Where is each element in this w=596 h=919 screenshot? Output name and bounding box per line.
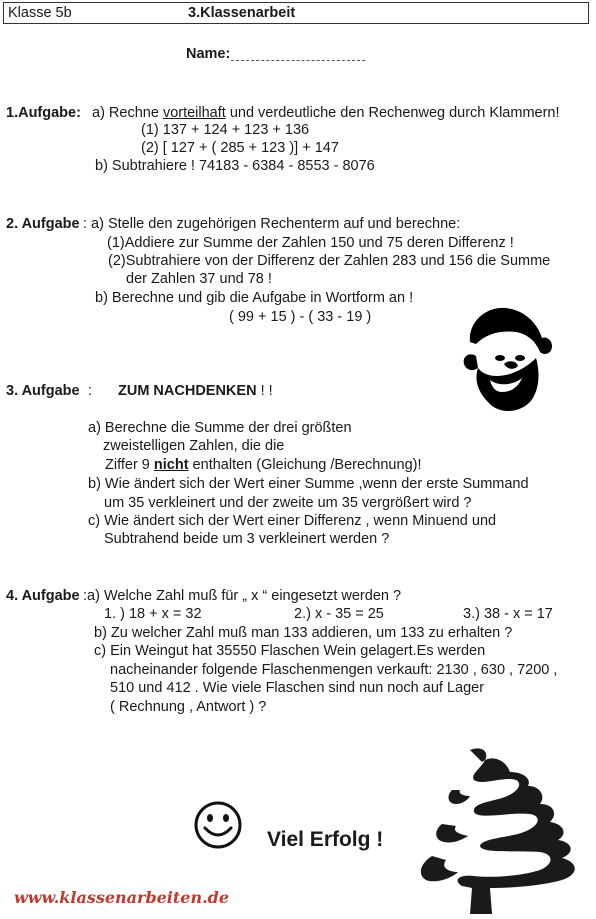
task3-a-line1: a) Berechne die Summe der drei größten bbox=[88, 420, 352, 436]
task3-colon: : bbox=[88, 383, 93, 399]
exam-title: 3.Klassenarbeit bbox=[188, 5, 296, 21]
task1-label: 1.Aufgabe: bbox=[6, 105, 81, 121]
task1-a1: (1) 137 + 124 + 123 + 136 bbox=[141, 122, 310, 138]
task3-label: 3. Aufgabe bbox=[6, 383, 80, 399]
task1-a-text: a) Rechne vorteilhaft und verdeutliche den Rechenweg durch Klammern! bbox=[92, 105, 560, 121]
task3-a-line2: zweistelligen Zahlen, die die bbox=[103, 438, 285, 454]
task4-a: :a) Welche Zahl muß für „ x “ eingesetzt werden ? bbox=[83, 588, 402, 604]
task2-a2-line2: der Zahlen 37 und 78 ! bbox=[126, 271, 272, 287]
task2-b-term: ( 99 + 15 ) - ( 33 - 19 ) bbox=[229, 309, 372, 325]
task3-b-line2: um 35 verkleinert und der zweite um 35 vergrößert wird ? bbox=[104, 495, 472, 511]
closing-text: Viel Erfolg ! bbox=[267, 828, 384, 851]
smiley-icon bbox=[193, 800, 243, 850]
task4-eq3: 3.) 38 - x = 17 bbox=[463, 606, 553, 622]
task4-label: 4. Aufgabe bbox=[6, 588, 80, 604]
class-label: Klasse 5b bbox=[8, 5, 72, 21]
task4-eq2: 2.) x - 35 = 25 bbox=[294, 606, 384, 622]
task3-heading: ZUM NACHDENKEN ! ! bbox=[118, 383, 273, 399]
christmas-tree-icon bbox=[412, 746, 592, 916]
santa-icon bbox=[456, 302, 556, 414]
task4-c-line3: 510 und 412 . Wie viele Flaschen sind nun noch auf Lager bbox=[110, 680, 485, 696]
task4-c-line4: ( Rechnung , Antwort ) ? bbox=[110, 699, 267, 715]
header-box bbox=[3, 2, 589, 24]
task2-a2-line1: (2)Subtrahiere von der Differenz der Zahlen 283 und 156 die Summe bbox=[108, 253, 551, 269]
task2-label: 2. Aufgabe bbox=[6, 216, 80, 232]
footer-url-link[interactable]: www.klassenarbeiten.de bbox=[14, 888, 230, 907]
task2-b: b) Berechne und gib die Aufgabe in Wortform an ! bbox=[95, 290, 414, 306]
task3-a-line3: Ziffer 9 nicht enthalten (Gleichung /Berechnung)! bbox=[105, 457, 422, 473]
task1-b: b) Subtrahiere ! 74183 - 6384 - 8553 - 8076 bbox=[95, 158, 375, 174]
task3-c-line1: c) Wie ändert sich der Wert einer Differenz , wenn Minuend und bbox=[88, 513, 497, 529]
name-field-line[interactable] bbox=[231, 60, 365, 61]
task2-a: : a) Stelle den zugehörigen Rechenterm auf und berechne: bbox=[83, 216, 461, 232]
task2-a1: (1)Addiere zur Summe der Zahlen 150 und 75 deren Differenz ! bbox=[107, 235, 514, 251]
task3-b-line1: b) Wie ändert sich der Wert einer Summe ,wenn der erste Summand bbox=[88, 476, 529, 492]
task4-c-line1: c) Ein Weingut hat 35550 Flaschen Wein gelagert.Es werden bbox=[94, 643, 486, 659]
name-label: Name: bbox=[186, 46, 231, 62]
task4-c-line2: nacheinander folgende Flaschenmengen verkauft: 2130 , 630 , 7200 , bbox=[110, 662, 558, 678]
task4-b: b) Zu welcher Zahl muß man 133 addieren, um 133 zu erhalten ? bbox=[94, 625, 513, 641]
task1-a2: (2) [ 127 + ( 285 + 123 )] + 147 bbox=[141, 140, 339, 156]
task4-eq1: 1. ) 18 + x = 32 bbox=[104, 606, 202, 622]
task3-c-line2: Subtrahend beide um 3 verkleinert werden ? bbox=[104, 531, 390, 547]
